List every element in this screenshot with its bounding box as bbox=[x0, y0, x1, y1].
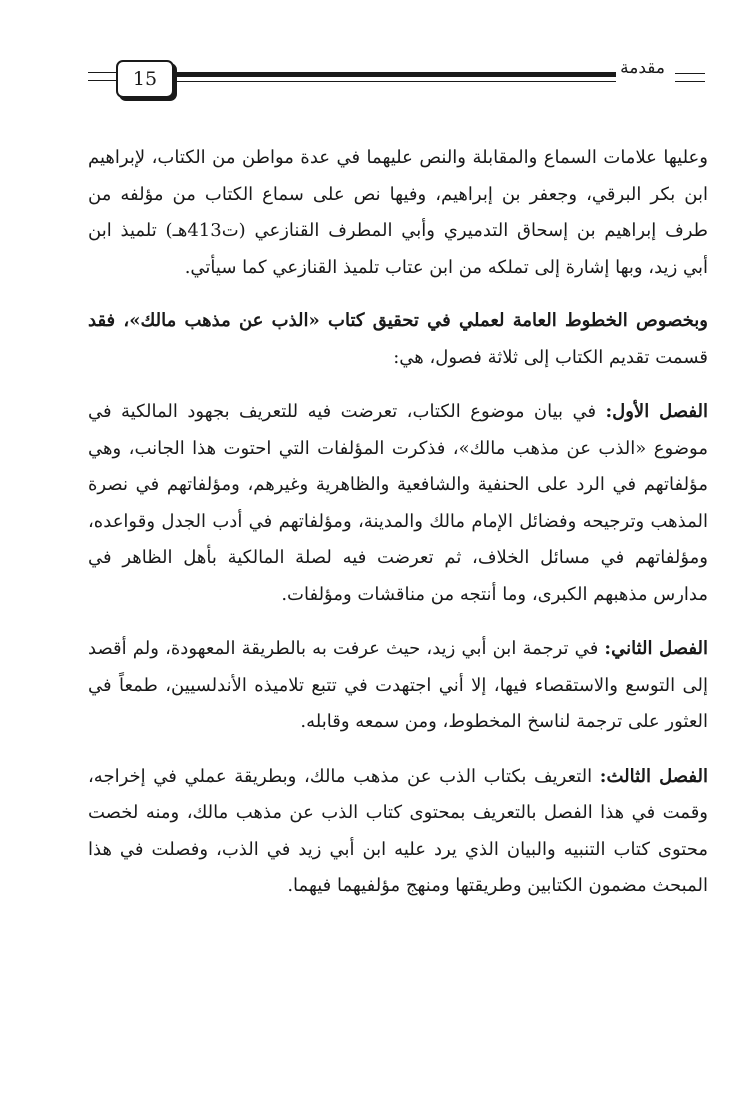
chapter-one-text: في بيان موضوع الكتاب، تعرضت فيه للتعريف بجهود المالكية في موضوع «الذب عن مذهب مالك»، فذكرت المؤلفات التي احتوت هذا الجانب، وهي مؤلفاتهم في الرد على الحنفية والشافعية والظاهرية وغيرهم، ومؤلفاتهم في نصرة المذهب وترجيحه وفضائل الإمام مالك والمدينة، ومؤلفاتهم في أدب الجدل وقواعده، ومؤلفاتهم في مسائل الخلاف، ثم تعرضت فيه لصلة المالكية بأهل الظاهر في مدارس مذهبهم الكبرى، وما أنتجه من مناقشات ومؤلفات. bbox=[88, 401, 708, 605]
outline-lead: وبخصوص الخطوط العامة لعملي في تحقيق كتاب «الذب عن مذهب مالك»، فقد bbox=[88, 310, 708, 331]
paragraph-manuscript: وعليها علامات السماع والمقابلة والنص عليهما في عدة مواطن من الكتاب، لإبراهيم ابن بكر البرقي، وجعفر بن إبراهيم، وفيها نص على سماع الكتاب من مؤلفه من طرف إبراهيم بن إسحاق التدميري وأبي المطرف القنازعي (ت413هـ) تلميذ ابن أبي زيد، وبها إشارة إلى تملكه من ابن عتاب تلميذ القنازعي كما سيأتي. bbox=[88, 147, 708, 278]
header-rule bbox=[168, 72, 616, 77]
chapter-three-text: التعريف بكتاب الذب عن مذهب مالك، وبطريقة عملي في إخراجه، وقمت في هذا الفصل بالتعريف بمحتوى كتاب الذب عن مذهب مالك، ومنه لخصت محتوى كتاب التنبيه والبيان الذي يرد عليه ابن أبي زيد في الذب، وفصلت في هذا المبحث مضمون الكتابين وطريقتها ومنهج مؤلفيهما فيهما. bbox=[88, 765, 708, 896]
paragraph-chapter-three bbox=[88, 759, 708, 905]
section-title: مقدمة bbox=[620, 58, 665, 78]
header-rule-thin bbox=[168, 81, 616, 82]
page-body bbox=[88, 140, 708, 905]
paragraph-chapter-one bbox=[88, 394, 708, 613]
chapter-two-text: في ترجمة ابن أبي زيد، حيث عرفت به بالطريقة المعهودة، ولم أقصد إلى التوسع والاستقصاء فيها، إلا أني اجتهدت في تتبع تلاميذه الأندلسيين، طمعاً في العثور على ترجمة لناسخ المخطوط، ومن سمعه وقابله. bbox=[88, 638, 708, 732]
header-ornament-left bbox=[88, 72, 116, 81]
header-ornament-right bbox=[675, 73, 705, 82]
paragraph-chapter-two bbox=[88, 631, 708, 741]
paragraph-work-outline bbox=[88, 303, 708, 376]
page-number: 15 bbox=[116, 60, 174, 98]
chapter-one-title: الفصل الأول: bbox=[605, 401, 708, 422]
outline-rest: قسمت تقديم الكتاب إلى ثلاثة فصول، هي: bbox=[393, 346, 708, 368]
chapter-two-title: الفصل الثاني: bbox=[604, 638, 708, 659]
chapter-three-title: الفصل الثالث: bbox=[599, 765, 708, 787]
running-header bbox=[0, 0, 755, 110]
